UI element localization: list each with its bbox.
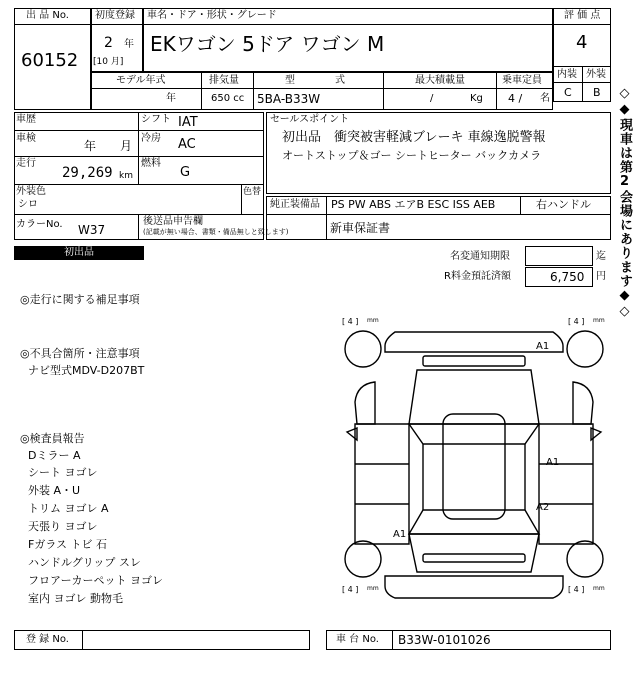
inspector-line-2: シート ヨゴレ bbox=[28, 466, 98, 479]
venue-notice: ◇◆現車は第2会場にあります◆◇ bbox=[617, 86, 632, 320]
load-value: / bbox=[430, 93, 434, 104]
tire-front-right-unit: mm bbox=[593, 317, 605, 324]
name-label: 車名・ドア・形状・グレード bbox=[147, 10, 277, 21]
shift-label: シフト bbox=[141, 114, 171, 125]
left-fender bbox=[355, 382, 375, 424]
inspector-line-5: 天張り ヨゴレ bbox=[28, 520, 98, 533]
inspector-line-6: Fガラス トビ 石 bbox=[28, 538, 107, 551]
ac-label: 冷房 bbox=[141, 133, 161, 144]
capacity-value: 4 / bbox=[508, 92, 523, 105]
front-right-tire bbox=[567, 331, 603, 367]
exterior-grade: B bbox=[593, 86, 601, 99]
lot-label: 出 品 No. bbox=[26, 10, 69, 21]
recycle-label: R料金預託済額 bbox=[444, 271, 511, 282]
inspector-title: ◎検査員報告 bbox=[20, 432, 85, 445]
defect-line: ナビ型式MDV-D207BT bbox=[28, 364, 145, 377]
model-year-unit: 年 bbox=[166, 93, 176, 104]
mark-right-rear: A2 bbox=[536, 502, 550, 513]
load-label: 最大積載量 bbox=[415, 75, 465, 86]
hood bbox=[409, 370, 539, 424]
rear-gate bbox=[409, 534, 539, 572]
repaint-label: 色替 bbox=[243, 187, 262, 197]
mark-right-door: A1 bbox=[546, 457, 560, 468]
score-label: 評 価 点 bbox=[564, 10, 601, 21]
sales-line-2: オートストップ＆ゴー シートヒーター バックカメラ bbox=[282, 149, 542, 162]
history-label: 車歴 bbox=[16, 114, 36, 125]
sales-line-1: 初出品 衝突被害軽減ブレーキ 車線逸脱警報 bbox=[282, 130, 546, 145]
car-name: EKワゴン 5ドア ワゴン M bbox=[150, 32, 385, 56]
tire-front-right: [ 4 ] bbox=[568, 317, 585, 326]
score-value: 4 bbox=[576, 32, 588, 53]
type-value: 5BA-B33W bbox=[257, 92, 321, 106]
rear-left-tire bbox=[345, 541, 381, 577]
roof bbox=[443, 414, 505, 519]
notice-value-box bbox=[525, 246, 593, 266]
inspector-line-7: ハンドルグリップ スレ bbox=[28, 556, 141, 569]
type-label: 型 式 bbox=[285, 75, 345, 86]
inspector-line-4: トリム ヨゴレ A bbox=[28, 502, 109, 515]
sales-label: セールスポイント bbox=[270, 114, 350, 125]
inspector-line-9: 室内 ヨゴレ 動物毛 bbox=[28, 592, 123, 605]
notice-unit: 迄 bbox=[596, 251, 606, 262]
color-label: 外装色 bbox=[16, 186, 46, 197]
model-year-label: モデル年式 bbox=[116, 75, 166, 86]
warranty-value: 新車保証書 bbox=[330, 221, 391, 235]
notice-label: 名変通知期限 bbox=[450, 251, 510, 262]
tire-rear-left: [ 4 ] bbox=[342, 585, 359, 594]
postdoc-label: 後送品申告欄 bbox=[143, 216, 203, 227]
mileage-value: 29,269 bbox=[62, 165, 113, 181]
reg-label: 初度登録 bbox=[95, 10, 135, 21]
lot-number: 60152 bbox=[21, 50, 79, 71]
equipment-value: PS PW ABS エアB ESC ISS AEB bbox=[331, 198, 496, 211]
color-no-value: W37 bbox=[78, 223, 106, 237]
mark-left-rear: A1 bbox=[393, 529, 407, 540]
front-grille bbox=[423, 356, 525, 366]
capacity-unit: 名 bbox=[540, 93, 550, 104]
fuel-value: G bbox=[180, 165, 191, 180]
displacement-label: 排気量 bbox=[209, 75, 239, 86]
inspector-line-8: フロアーカーペット ヨゴレ bbox=[28, 574, 163, 587]
rear-right-tire bbox=[567, 541, 603, 577]
mark-front-bumper: A1 bbox=[536, 341, 550, 352]
front-left-tire bbox=[345, 331, 381, 367]
ac-value: AC bbox=[178, 137, 196, 152]
mileage-label: 走行 bbox=[16, 158, 36, 169]
driving-notes-title: ◎走行に関する補足事項 bbox=[20, 293, 140, 306]
tire-rear-right-unit: mm bbox=[593, 585, 605, 592]
inspector-line-3: 外装 A・U bbox=[28, 484, 81, 497]
reg-no-label: 登 録 No. bbox=[26, 634, 69, 645]
shaken-label: 車検 bbox=[16, 133, 36, 144]
tire-front-left: [ 4 ] bbox=[342, 317, 359, 326]
load-unit: Kg bbox=[470, 93, 483, 104]
tire-front-left-unit: mm bbox=[367, 317, 379, 324]
tire-rear-right: [ 4 ] bbox=[568, 585, 585, 594]
defect-notes-title: ◎不具合箇所・注意事項 bbox=[20, 347, 140, 360]
rear-lamp bbox=[423, 554, 525, 562]
interior-label: 内装 bbox=[557, 69, 577, 80]
color-no-label: カラーNo. bbox=[16, 219, 63, 230]
handle-value: 右ハンドル bbox=[536, 198, 591, 211]
chassis-label: 車 台 No. bbox=[336, 634, 379, 645]
windshield bbox=[409, 424, 539, 444]
chassis-value: B33W-0101026 bbox=[398, 633, 491, 647]
capacity-label: 乗車定員 bbox=[502, 75, 542, 86]
shift-value: IAT bbox=[178, 115, 198, 130]
car-damage-diagram bbox=[335, 314, 613, 606]
rear-bumper bbox=[385, 576, 563, 598]
color-value: シロ bbox=[18, 199, 38, 210]
reg-month: [10 月] bbox=[93, 57, 124, 67]
right-fender bbox=[573, 382, 593, 424]
first-listing-banner: 初出品 bbox=[14, 246, 144, 260]
fuel-label: 燃料 bbox=[141, 158, 161, 169]
shaken-value: 年 月 bbox=[84, 139, 133, 153]
inspector-line-1: Dミラー A bbox=[28, 449, 81, 462]
left-side bbox=[355, 424, 409, 544]
tire-rear-left-unit: mm bbox=[367, 585, 379, 592]
displacement-value: 650 cc bbox=[211, 93, 245, 104]
rear-glass bbox=[409, 510, 539, 534]
right-side bbox=[539, 424, 593, 544]
mileage-unit: km bbox=[119, 171, 133, 181]
reg-year: 2 bbox=[104, 35, 113, 51]
reg-year-unit: 年 bbox=[124, 39, 134, 50]
recycle-value: 6,750 bbox=[550, 270, 585, 284]
equipment-label: 純正装備品 bbox=[270, 199, 320, 210]
recycle-unit: 円 bbox=[596, 271, 606, 282]
interior-grade: C bbox=[564, 86, 572, 99]
exterior-label: 外装 bbox=[586, 69, 606, 80]
postdoc-note: (記載が無い場合、書類・備品無しと致します) bbox=[143, 228, 289, 236]
